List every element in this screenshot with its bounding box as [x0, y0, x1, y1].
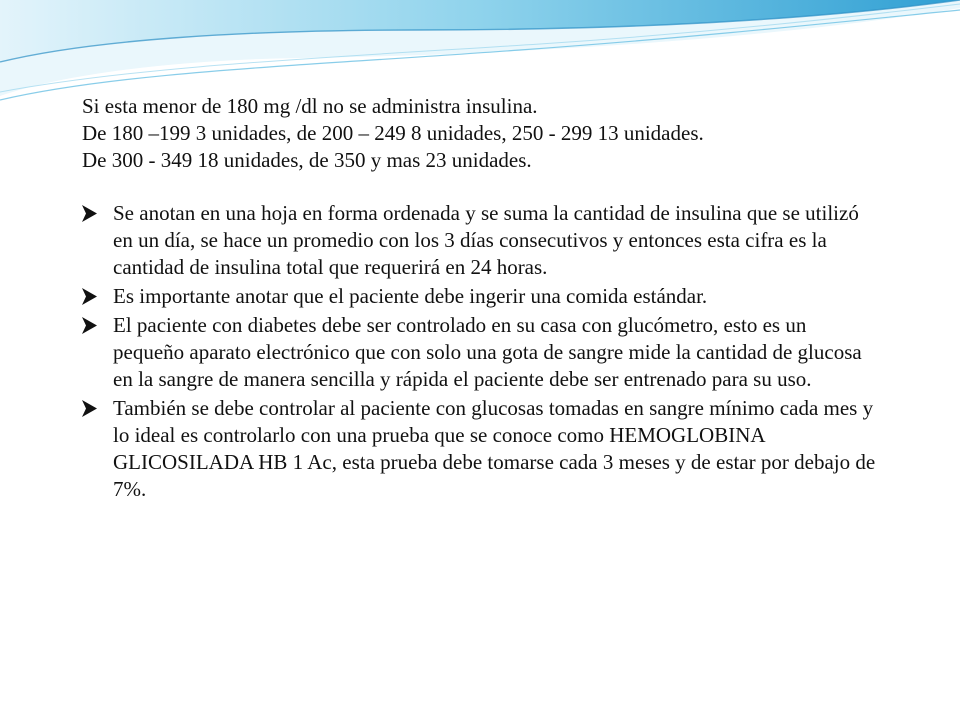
- intro-line-2: De 180 –199 3 unidades, de 200 – 249 8 unidades, 250 - 299 13 unidades.: [82, 121, 704, 145]
- arrowhead-bullet-icon: [82, 288, 97, 305]
- bullet-text: Es importante anotar que el paciente debe ingerir una comida estándar.: [113, 284, 708, 308]
- bullet-item: [82, 200, 882, 281]
- bullet-text: También se debe controlar al paciente con glucosas tomadas en sangre mínimo cada mes y lo ideal es controlarlo con una prueba que se conoce como HEMOGLOBINA GLICOSILADA HB 1 Ac, esta prueba debe tomarse cada 3 meses y de estar por debajo de 7%.: [113, 396, 876, 501]
- arrowhead-bullet-icon: [82, 317, 97, 334]
- bullet-item: [82, 312, 882, 393]
- bullet-item: [82, 395, 882, 503]
- bullet-text: Se anotan en una hoja en forma ordenada y se suma la cantidad de insulina que se utilizó en un día, se hace un promedio con los 3 días consecutivos y entonces esta cifra es la cantidad de insulina total que requerirá en 24 horas.: [113, 201, 859, 279]
- intro-line-1: Si esta menor de 180 mg /dl no se administra insulina.: [82, 94, 538, 118]
- arrowhead-bullet-icon: [82, 205, 97, 222]
- bullet-text: El paciente con diabetes debe ser controlado en su casa con glucómetro, esto es un pequeño aparato electrónico que con solo una gota de sangre mide la cantidad de glucosa en la sangre de manera sencilla y rápida el paciente debe ser entrenado para su uso.: [113, 313, 862, 391]
- intro-line-3: De 300 - 349 18 unidades, de 350 y mas 23 unidades.: [82, 148, 532, 172]
- bullet-item: [82, 283, 882, 310]
- slide-body: [82, 93, 882, 505]
- arrowhead-bullet-icon: [82, 400, 97, 417]
- bullet-list: [82, 200, 882, 503]
